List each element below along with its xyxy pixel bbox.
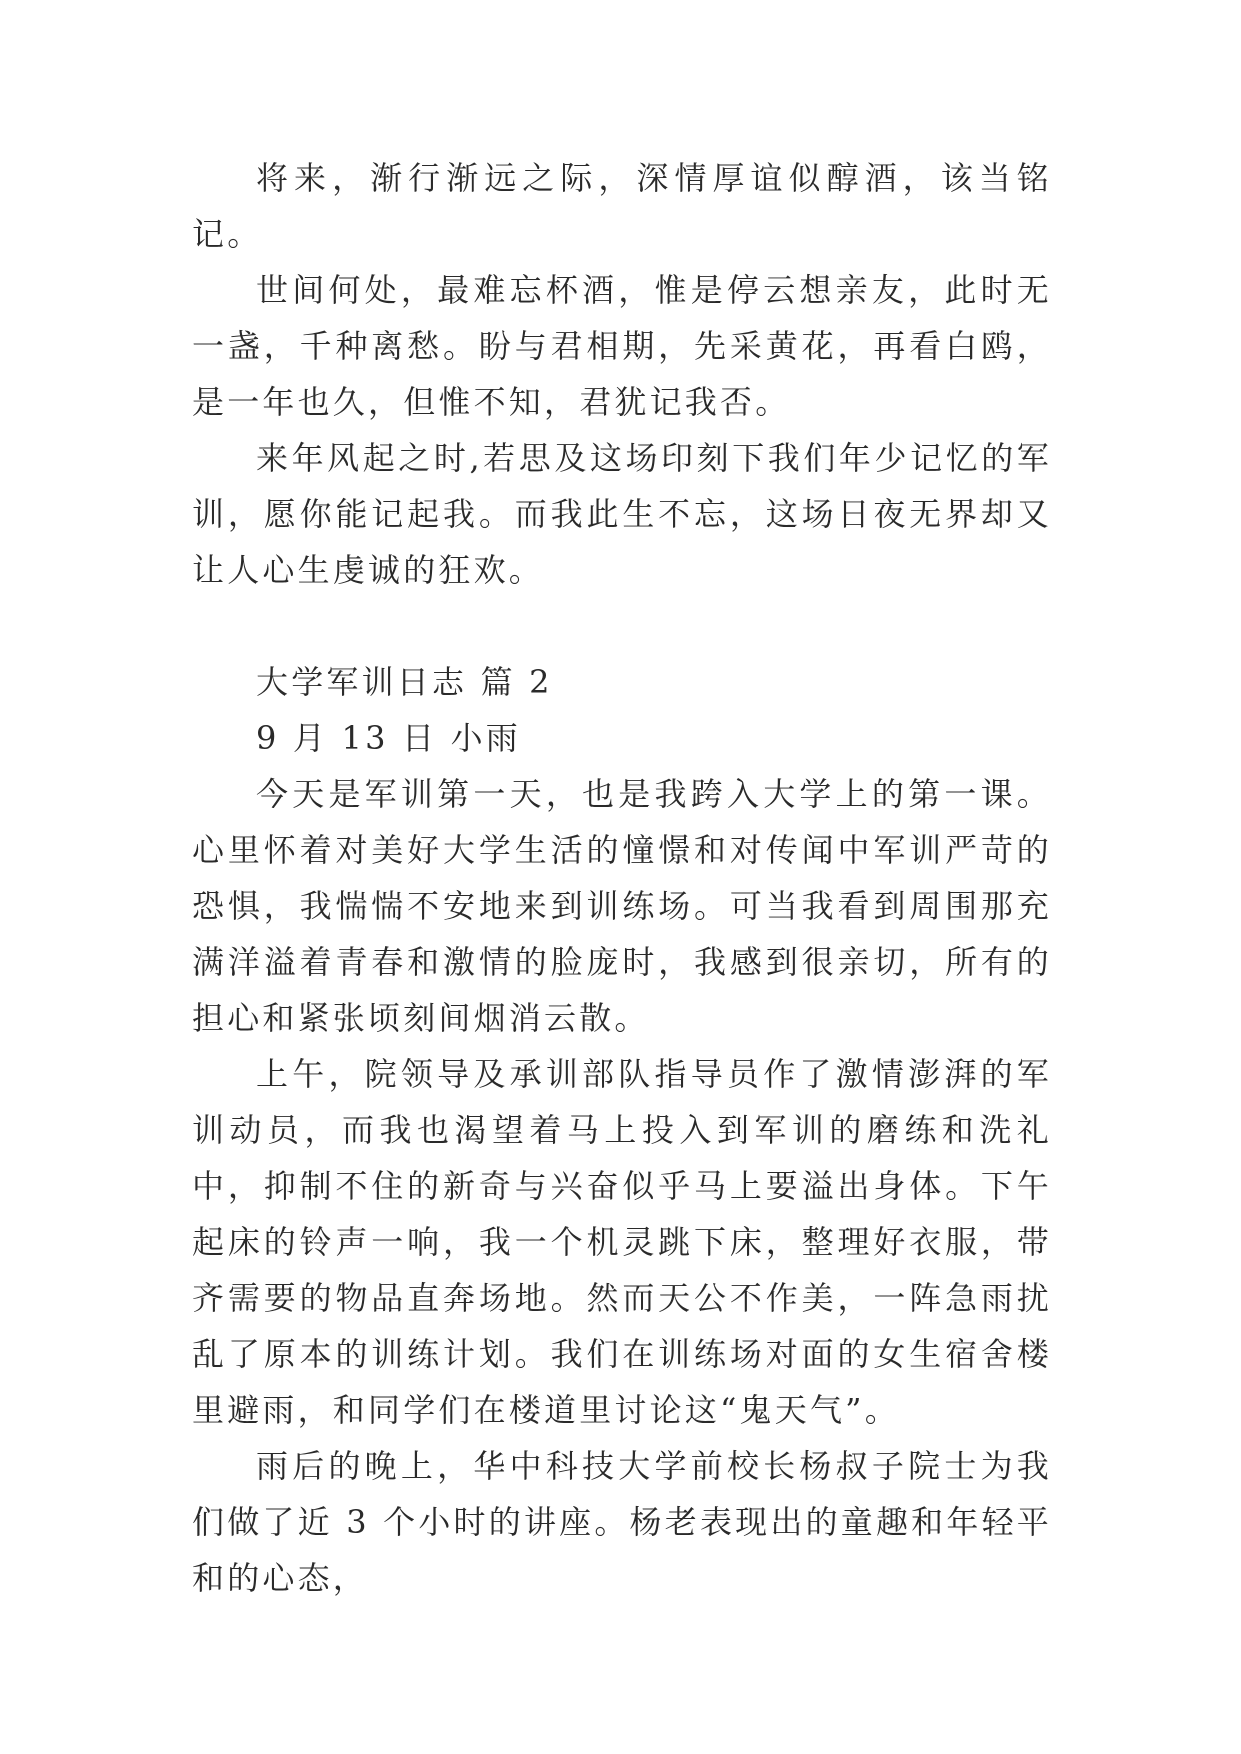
document-page bbox=[192, 150, 1052, 1690]
paragraph-3: 来年风起之时,若思及这场印刻下我们年少记忆的军训，愿你能记起我。而我此生不忘，这场日夜无界却又让人心生虔诚的狂欢。 bbox=[192, 439, 1052, 589]
date-line: 9 月 13 日 小雨 bbox=[256, 719, 521, 757]
section-gap bbox=[192, 598, 1052, 654]
paragraph-6: 雨后的晚上，华中科技大学前校长杨叔子院士为我们做了近 3 个小时的讲座。杨老表现出的童趣和年轻平和的心态， bbox=[192, 1447, 1052, 1597]
paragraph-2: 世间何处，最难忘杯酒，惟是停云想亲友，此时无一盏，千种离愁。盼与君相期，先采黄花，再看白鸥，是一年也久，但惟不知，君犹记我否。 bbox=[192, 271, 1052, 421]
paragraph-5: 上午，院领导及承训部队指导员作了激情澎湃的军训动员，而我也渴望着马上投入到军训的磨练和洗礼中，抑制不住的新奇与兴奋似乎马上要溢出身体。下午起床的铃声一响，我一个机灵跳下床，整理好衣服，带齐需要的物品直奔场地。然而天公不作美，一阵急雨扰乱了原本的训练计划。我们在训练场对面的女生宿舍楼里避雨，和同学们在楼道里讨论这“鬼天气”。 bbox=[192, 1055, 1052, 1429]
paragraph-1: 将来，渐行渐远之际，深情厚谊似醇酒，该当铭记。 bbox=[192, 159, 1052, 253]
section-title: 大学军训日志 篇 2 bbox=[256, 663, 553, 701]
paragraph-4: 今天是军训第一天，也是我跨入大学上的第一课。心里怀着对美好大学生活的憧憬和对传闻中军训严苛的恐惧，我惴惴不安地来到训练场。可当我看到周围那充满洋溢着青春和激情的脸庞时，我感到很亲切，所有的担心和紧张顷刻间烟消云散。 bbox=[192, 775, 1052, 1037]
